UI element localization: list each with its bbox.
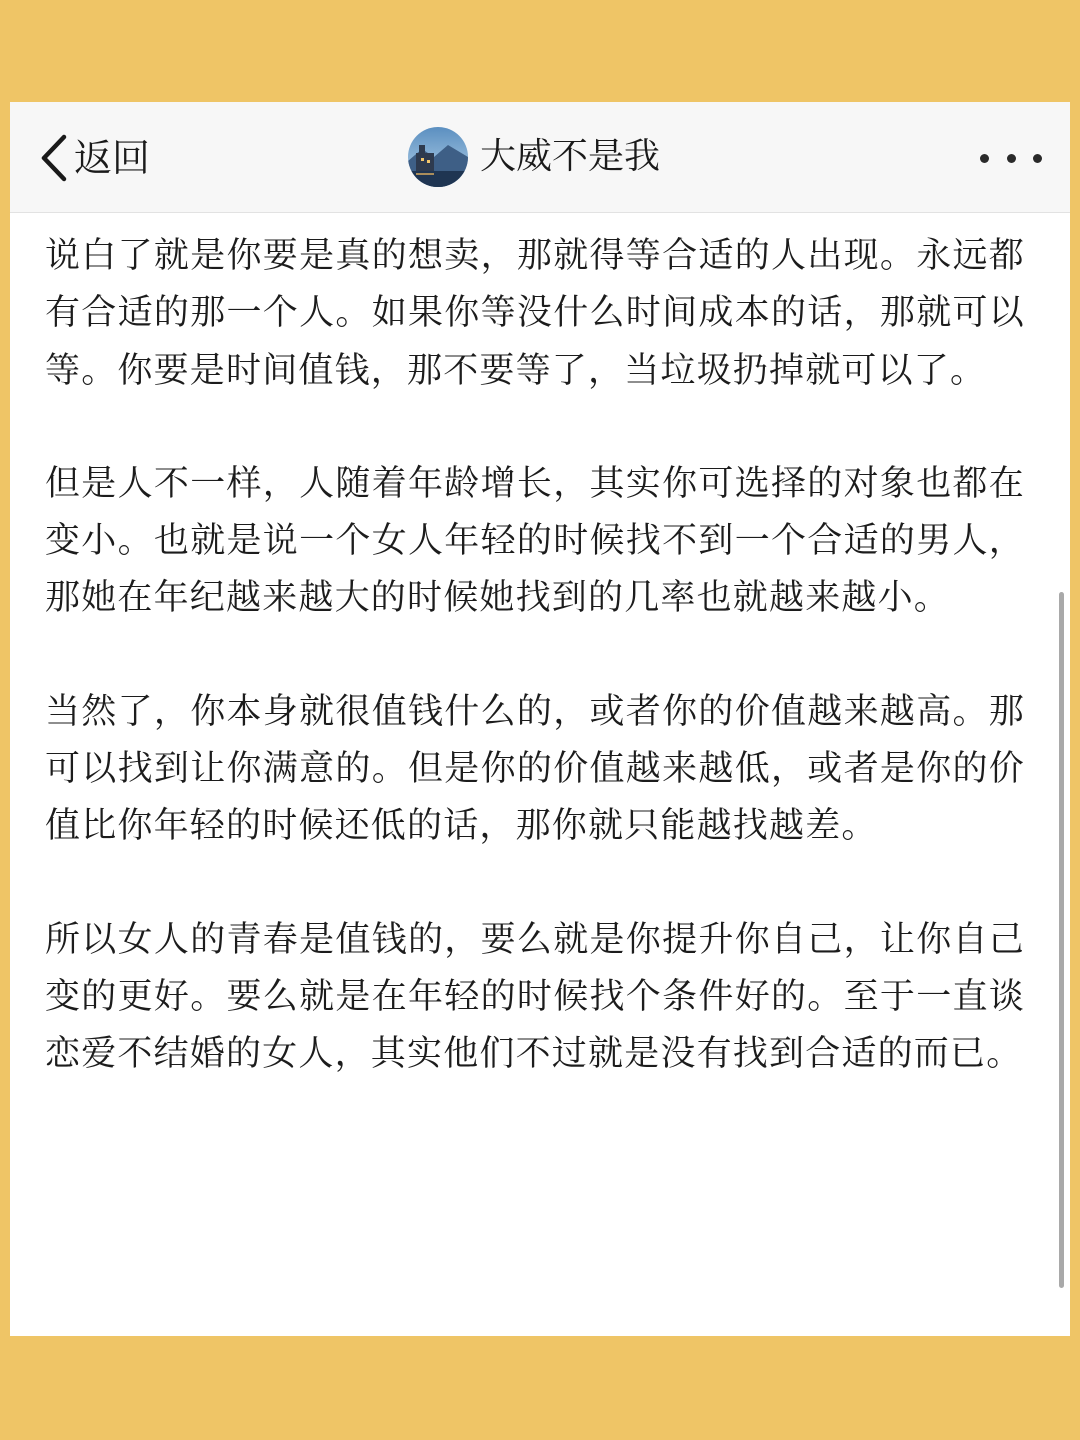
more-dots-icon <box>1033 154 1042 163</box>
message-paragraph: 所以女人的青春是值钱的，要么就是你提升你自己，让你自己变的更好。要么就是在年轻的时候找个条件好的。至于一直谈恋爱不结婚的女人，其实他们不过就是没有找到合适的而已。 <box>45 919 1025 1075</box>
chat-title-group[interactable] <box>408 126 660 188</box>
back-label: 返回 <box>74 136 151 180</box>
scrollbar[interactable] <box>1059 592 1064 1288</box>
navigation-bar <box>10 102 1070 213</box>
message-paragraph: 但是人不一样，人随着年龄增长，其实你可选择的对象也都在变小。也就是说一个女人年轻的时候找不到一个合适的男人，那她在年纪越来越大的时候她找到的几率也就越来越小。 <box>45 463 1025 619</box>
back-button[interactable] <box>38 130 150 186</box>
chevron-left-icon <box>38 133 70 183</box>
chat-card <box>10 102 1070 1336</box>
more-button[interactable] <box>980 136 1042 180</box>
message-paragraph: 当然了，你本身就很值钱什么的，或者你的价值越来越高。那可以找到让你满意的。但是你的价值越来越低，或者是你的价值比你年轻的时候还低的话，那你就只能越找越差。 <box>45 691 1025 847</box>
avatar[interactable] <box>408 127 468 187</box>
message-content <box>45 228 1025 1140</box>
message-paragraph: 说白了就是你要是真的想卖，那就得等合适的人出现。永远都有合适的那一个人。如果你等没什么时间成本的话，那就可以等。你要是时间值钱，那不要等了，当垃圾扔掉就可以了。 <box>45 236 1025 391</box>
more-dots-icon <box>1007 154 1016 163</box>
more-dots-icon <box>980 154 989 163</box>
chat-title: 大威不是我 <box>480 136 661 177</box>
